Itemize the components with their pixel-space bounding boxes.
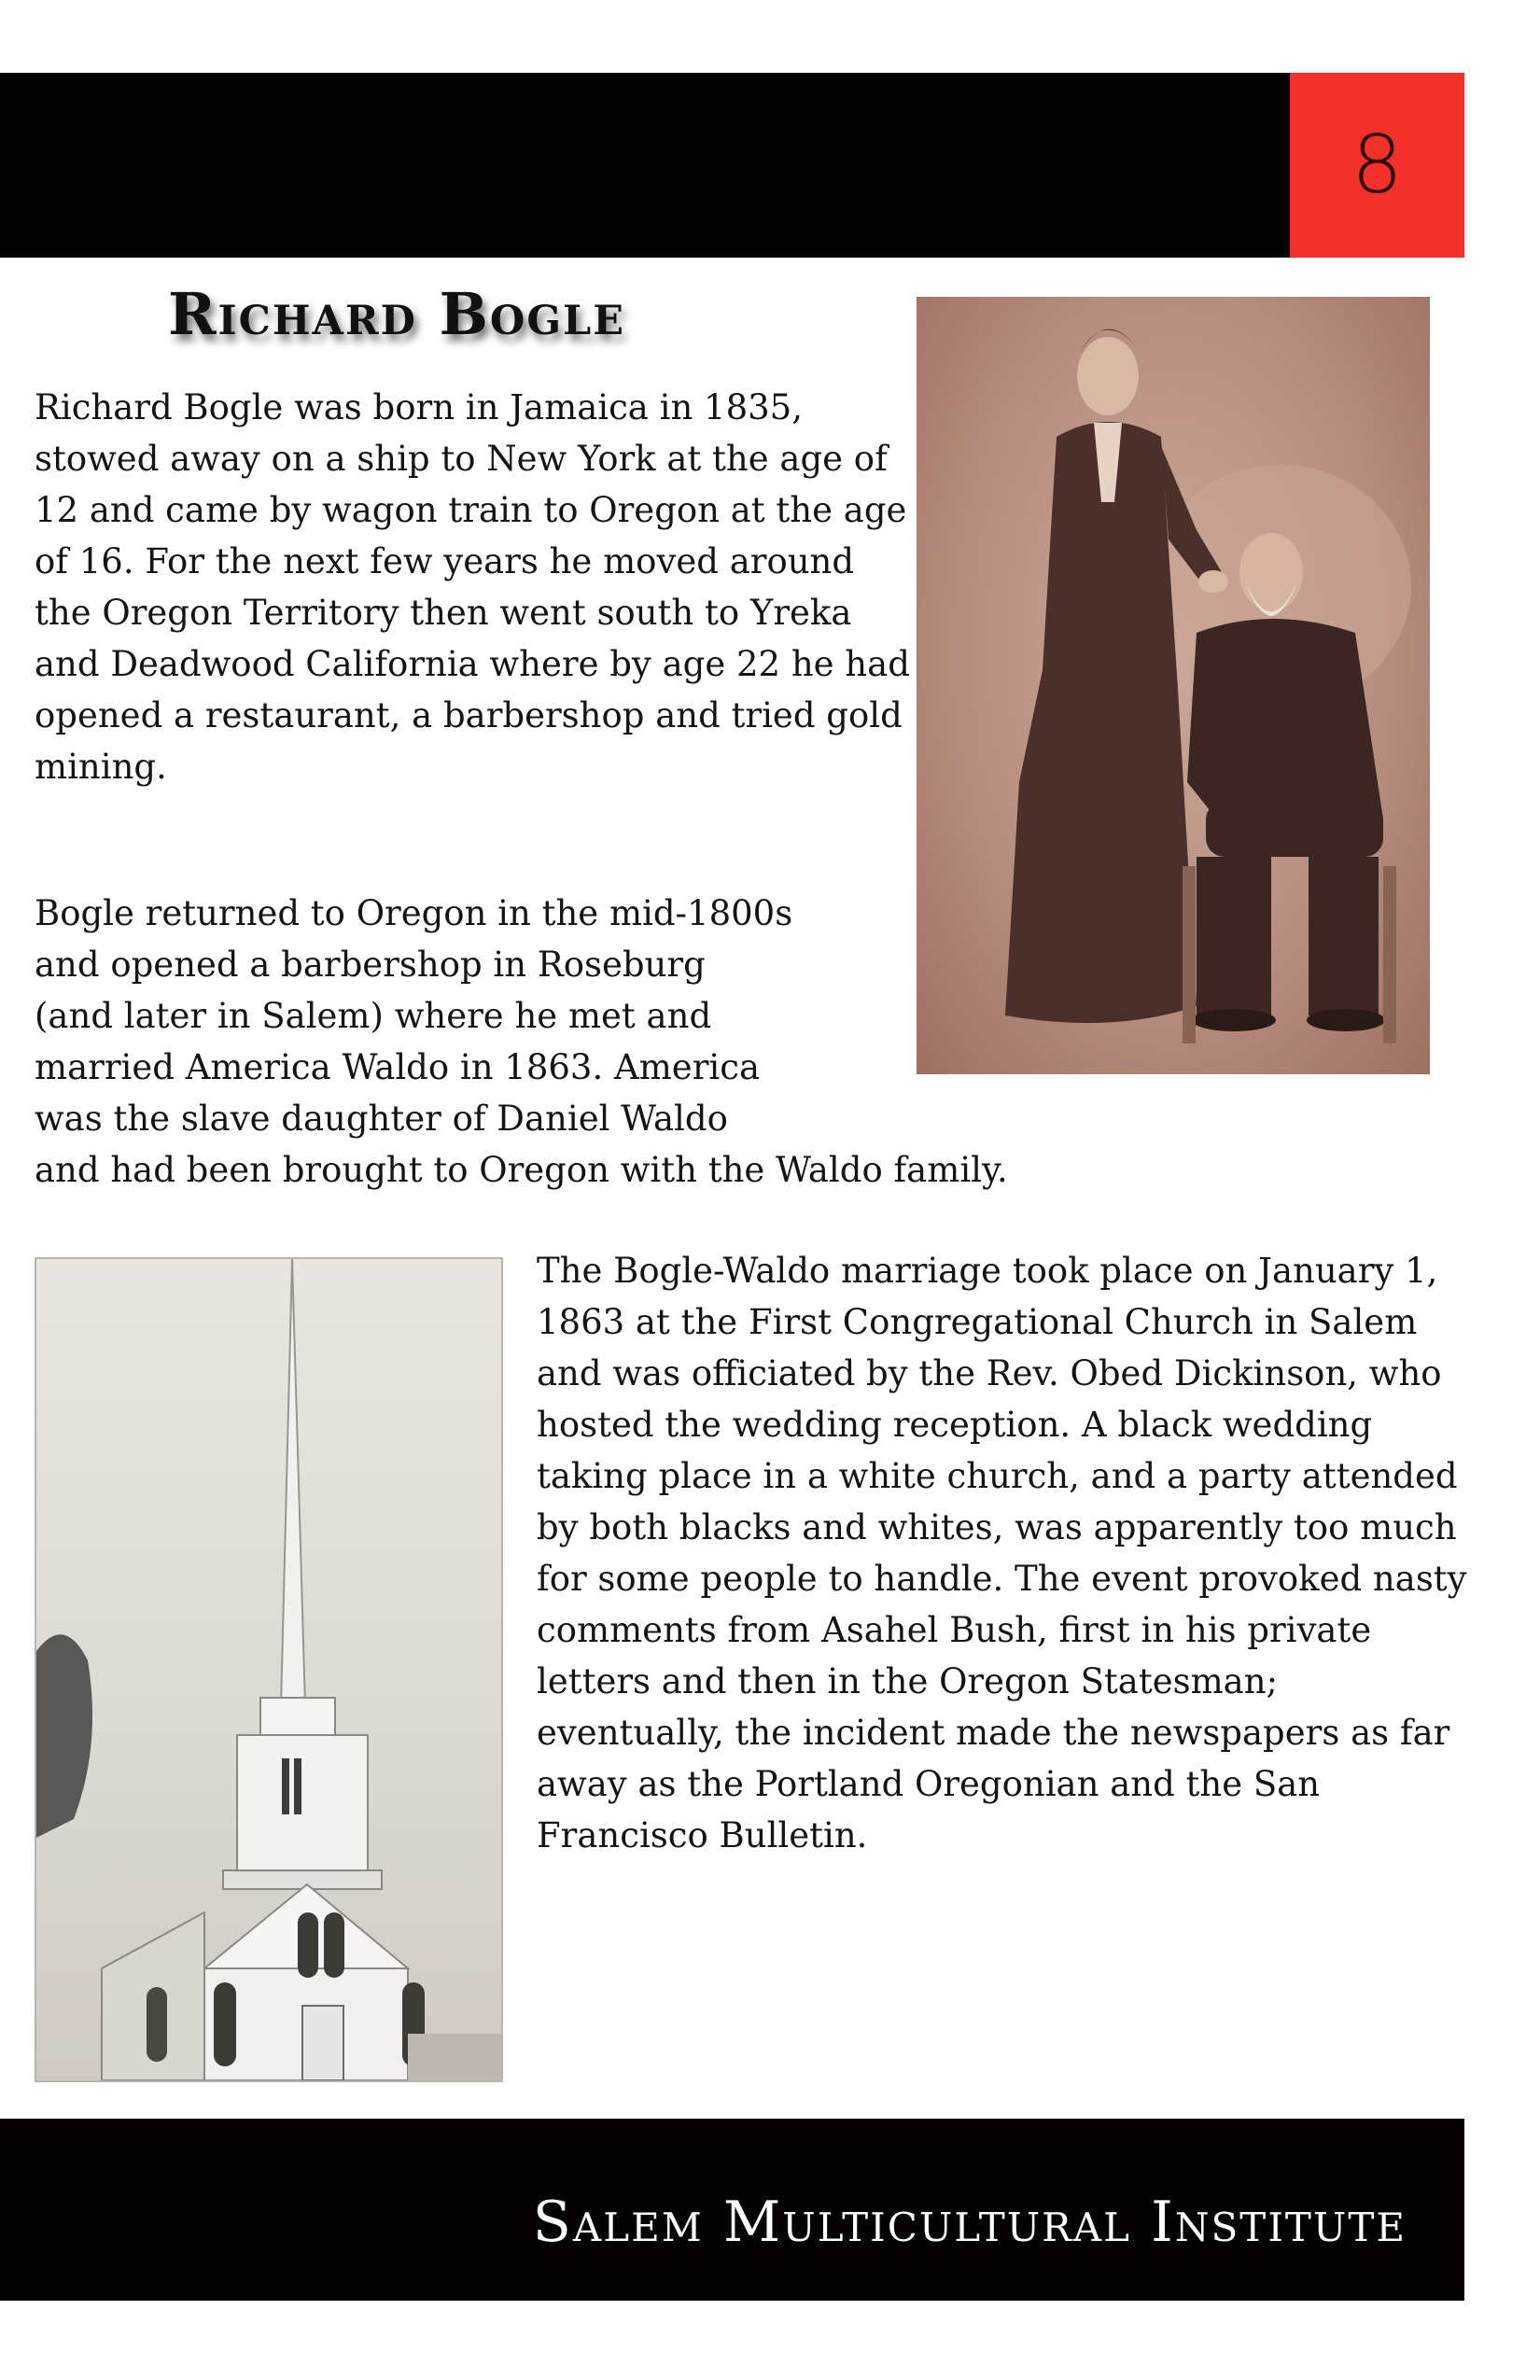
paragraph-line: (and later in Salem) where he met and <box>35 996 712 1036</box>
article-title: Richard Bogle <box>168 280 626 348</box>
organization-name: Salem Multicultural Institute <box>532 2190 1407 2255</box>
paragraph-line: was the slave daughter of Daniel Waldo <box>35 1099 728 1139</box>
article-paragraph-3: The Bogle-Waldo marriage took place on January 1, 1863 at the First Congregational Church in Salem and was officiated by the Rev. Obed Dickinson, who hosted the wedding reception. A black wedding taking place in a white church, and a party attended by both blacks and whites, was apparently too much for some people to handle. The event provoked nasty comments from Asahel Bush, first in his private letters and then in the Oregon Statesman; eventually, the incident made the newspapers as far away as the Portland Oregonian and the San Francisco Bulletin. <box>537 1251 1467 1855</box>
paragraph-line: and opened a barbershop in Roseburg <box>35 945 706 985</box>
couple-illustration <box>917 297 1430 1074</box>
paragraph-line: Bogle returned to Oregon in the mid-1800s <box>35 893 793 933</box>
header-bar <box>0 73 1290 258</box>
bogle-couple-photo <box>917 297 1430 1074</box>
footer-bar <box>0 2119 1464 2301</box>
page-number: 8 <box>1351 119 1403 212</box>
church-illustration <box>36 1259 501 2080</box>
church-photo <box>35 1257 503 2082</box>
page-number-box <box>1290 73 1464 258</box>
paragraph-line: and had been brought to Oregon with the Waldo family. <box>35 1150 1008 1190</box>
article-paragraph-1: Richard Bogle was born in Jamaica in 1835, stowed away on a ship to New York at the age of 12 and came by wagon train to Oregon at the age of 16. For the next few years he moved around the Oregon Territory then went south to Yreka and Deadwood California where by age 22 he had opened a restaurant, a barbershop and tried gold mining. <box>35 387 910 787</box>
paragraph-line: married America Waldo in 1863. America <box>35 1047 760 1087</box>
